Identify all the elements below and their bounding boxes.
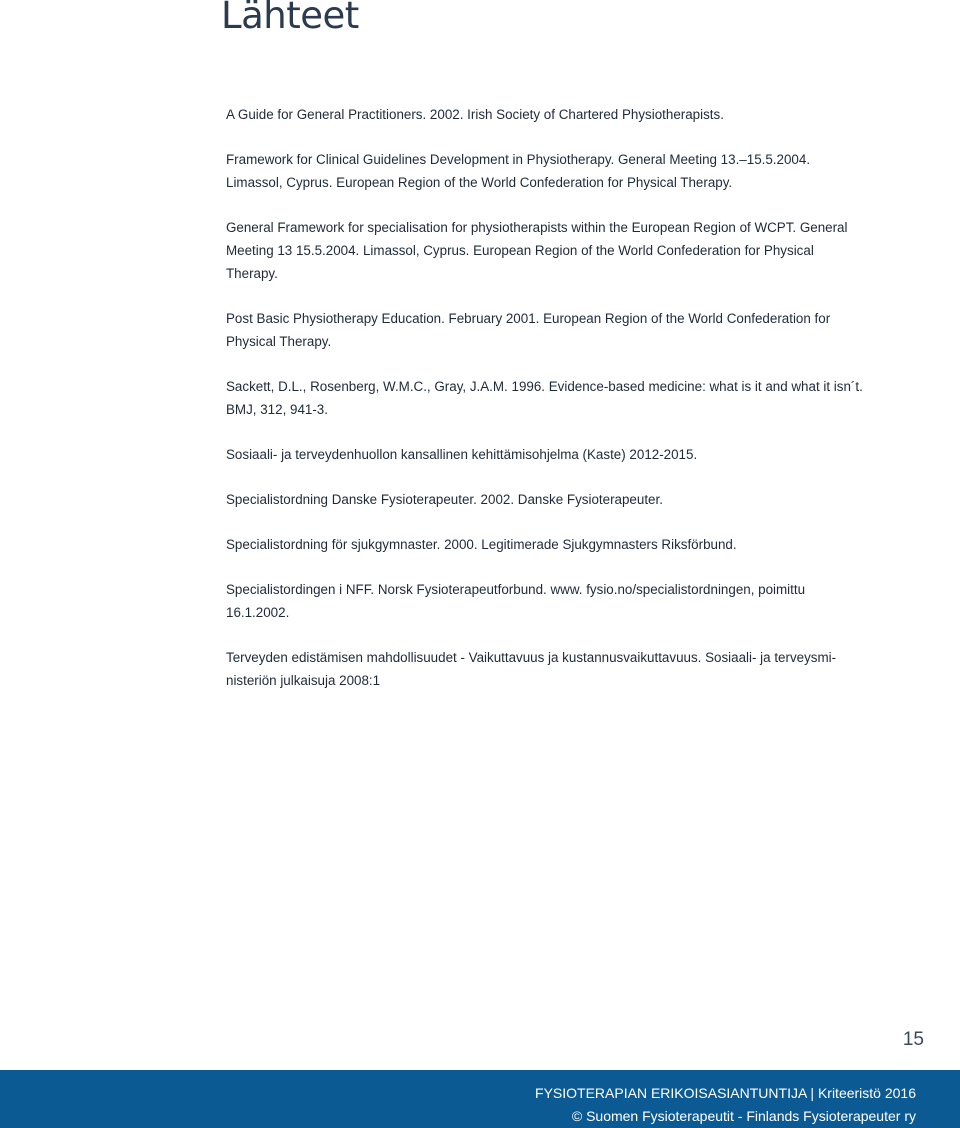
reference-line: Meeting 13 15.5.2004. Limassol, Cyprus. European Region of the World Confederation for Physical [226,243,814,258]
reference-line: General Framework for specialisation for physiotherapists within the European Region of WCPT. General [226,220,848,235]
reference-item [226,103,826,126]
reference-line: Sackett, D.L., Rosenberg, W.M.C., Gray, J.A.M. 1996. Evidence-based medicine: what is it and what it isn´t. [226,379,863,394]
footer-copyright: © Suomen Fysioterapeutit - Finlands Fysioterapeuter ry [571,1108,916,1124]
reference-item [226,307,831,353]
footer-publication: FYSIOTERAPIAN ERIKOISASIANTUNTIJA | Kriteeristö 2016 [535,1085,916,1101]
reference-item [226,488,826,511]
page-number: 15 [902,1029,924,1050]
reference-item [226,578,826,624]
reference-line: Limassol, Cyprus. European Region of the World Confederation for Physical Therapy. [226,175,733,190]
reference-item [226,216,848,285]
reference-line: 16.1.2002. [226,605,290,620]
reference-line: Specialistordning Danske Fysioterapeuter. 2002. Danske Fysioterapeuter. [226,492,663,507]
reference-item [226,148,826,194]
reference-line: Framework for Clinical Guidelines Development in Physiotherapy. General Meeting 13.–15.5.2004. [226,152,811,167]
reference-line: nisteriön julkaisuja 2008:1 [226,673,381,688]
page-title: Lähteet [221,0,359,37]
reference-item [226,533,826,556]
reference-item [226,443,826,466]
reference-line: Specialistordingen i NFF. Norsk Fysioterapeutforbund. www. fysio.no/specialistordningen, poimittu [226,582,806,597]
reference-line: BMJ, 312, 941-3. [226,402,328,417]
reference-item [226,375,863,421]
reference-line: Specialistordning för sjukgymnaster. 2000. Legitimerade Sjukgymnasters Riksförbund. [226,537,737,552]
reference-line: Post Basic Physiotherapy Education. February 2001. European Region of the World Confederation for [226,311,831,326]
reference-list [226,103,863,692]
reference-line: A Guide for General Practitioners. 2002. Irish Society of Chartered Physiotherapists. [226,107,724,122]
reference-line: Sosiaali- ja terveydenhuollon kansallinen kehittämisohjelma (Kaste) 2012-2015. [226,447,698,462]
reference-line: Terveyden edistämisen mahdollisuudet - Vaikuttavuus ja kustannusvaikuttavuus. Sosiaali- ja terveysmi- [226,650,837,665]
reference-line: Physical Therapy. [226,334,332,349]
reference-line: Therapy. [226,266,278,281]
reference-item [226,646,837,692]
footer-band [0,1070,960,1128]
